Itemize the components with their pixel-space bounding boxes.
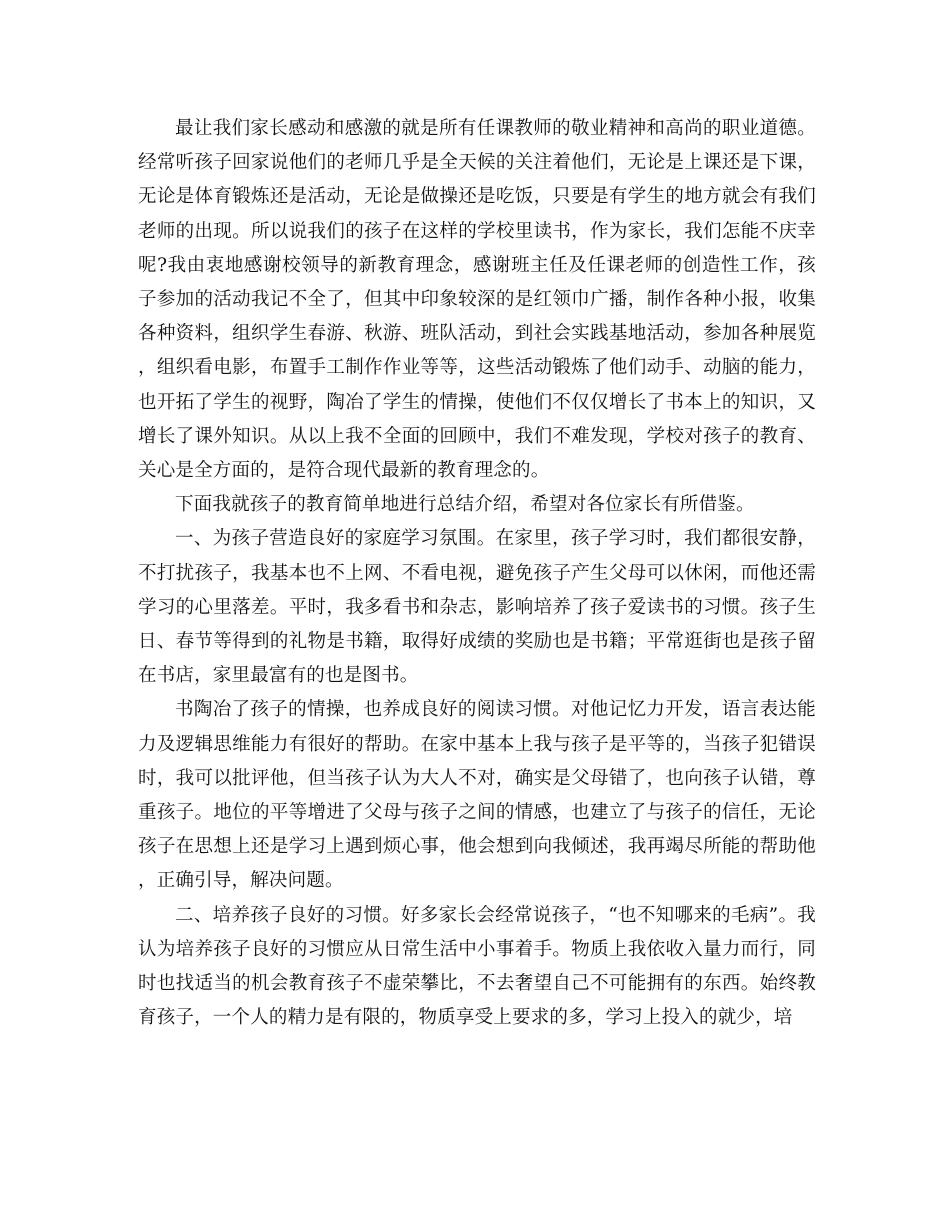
paragraph-5: 二、培养孩子良好的习惯。好多家长会经常说孩子，“也不知哪来的毛病”。我认为培养孩子良好的习惯应从日常生活中小事着手。物质上我依收入量力而行，同时也找适当的机会教育孩子不虚荣攀比，不去奢望自己不可能拥有的东西。始终教育孩子，一个人的精力是有限的，物质享受上要求的多，学习上投入的就少，培: [138, 904, 816, 1029]
paragraph-3: 一、为孩子营造良好的家庭学习氛围。在家里，孩子学习时，我们都很安静，不打扰孩子，我基本也不上网、不看电视，避免孩子产生父母可以休闲，而他还需学习的心里落差。平时，我多看书和杂志，影响培养了孩子爱读书的习惯。孩子生日、春节等得到的礼物是书籍，取得好成绩的奖励也是书籍；平常逛街也是孩子留在书店，家里最富有的也是图书。: [138, 528, 816, 687]
paragraph-2: 下面我就孩子的教育简单地进行总结介绍，希望对各位家长有所借鉴。: [175, 494, 755, 516]
paragraph-1: 最让我们家长感动和感激的就是所有任课教师的敬业精神和高尚的职业道德。经常听孩子回家说他们的老师几乎是全天候的关注着他们，无论是上课还是下课，无论是体育锻炼还是活动，无论是做操还是吃饭，只要是有学生的地方就会有我们老师的出现。所以说我们的孩子在这样的学校里读书，作为家长，我们怎能不庆幸呢?我由衷地感谢校领导的新教育理念，感谢班主任及任课老师的创造性工作，孩子参加的活动我记不全了，但其中印象较深的是红领巾广播，制作各种小报，收集各种资料，组织学生春游、秋游、班队活动，到社会实践基地活动，参加各种展览，组织看电影，布置手工制作作业等等，这些活动锻炼了他们动手、动脑的能力，也开拓了学生的视野，陶冶了学生的情操，使他们不仅仅增长了书本上的知识，又增长了课外知识。从以上我不全面的回顾中，我们不难发现，学校对孩子的教育、关心是全方面的，是符合现代最新的教育理念的。: [138, 118, 816, 482]
paragraph-4: 书陶冶了孩子的情操，也养成良好的阅读习惯。对他记忆力开发，语言表达能力及逻辑思维能力有很好的帮助。在家中基本上我与孩子是平等的，当孩子犯错误时，我可以批评他，但当孩子认为大人不对，确实是父母错了，也向孩子认错，尊重孩子。地位的平等增进了父母与孩子之间的情感，也建立了与孩子的信任，无论孩子在思想上还是学习上遇到烦心事，他会想到向我倾述，我再竭尽所能的帮助他，正确引导，解决问题。: [138, 699, 816, 892]
document-body: [138, 112, 816, 1035]
